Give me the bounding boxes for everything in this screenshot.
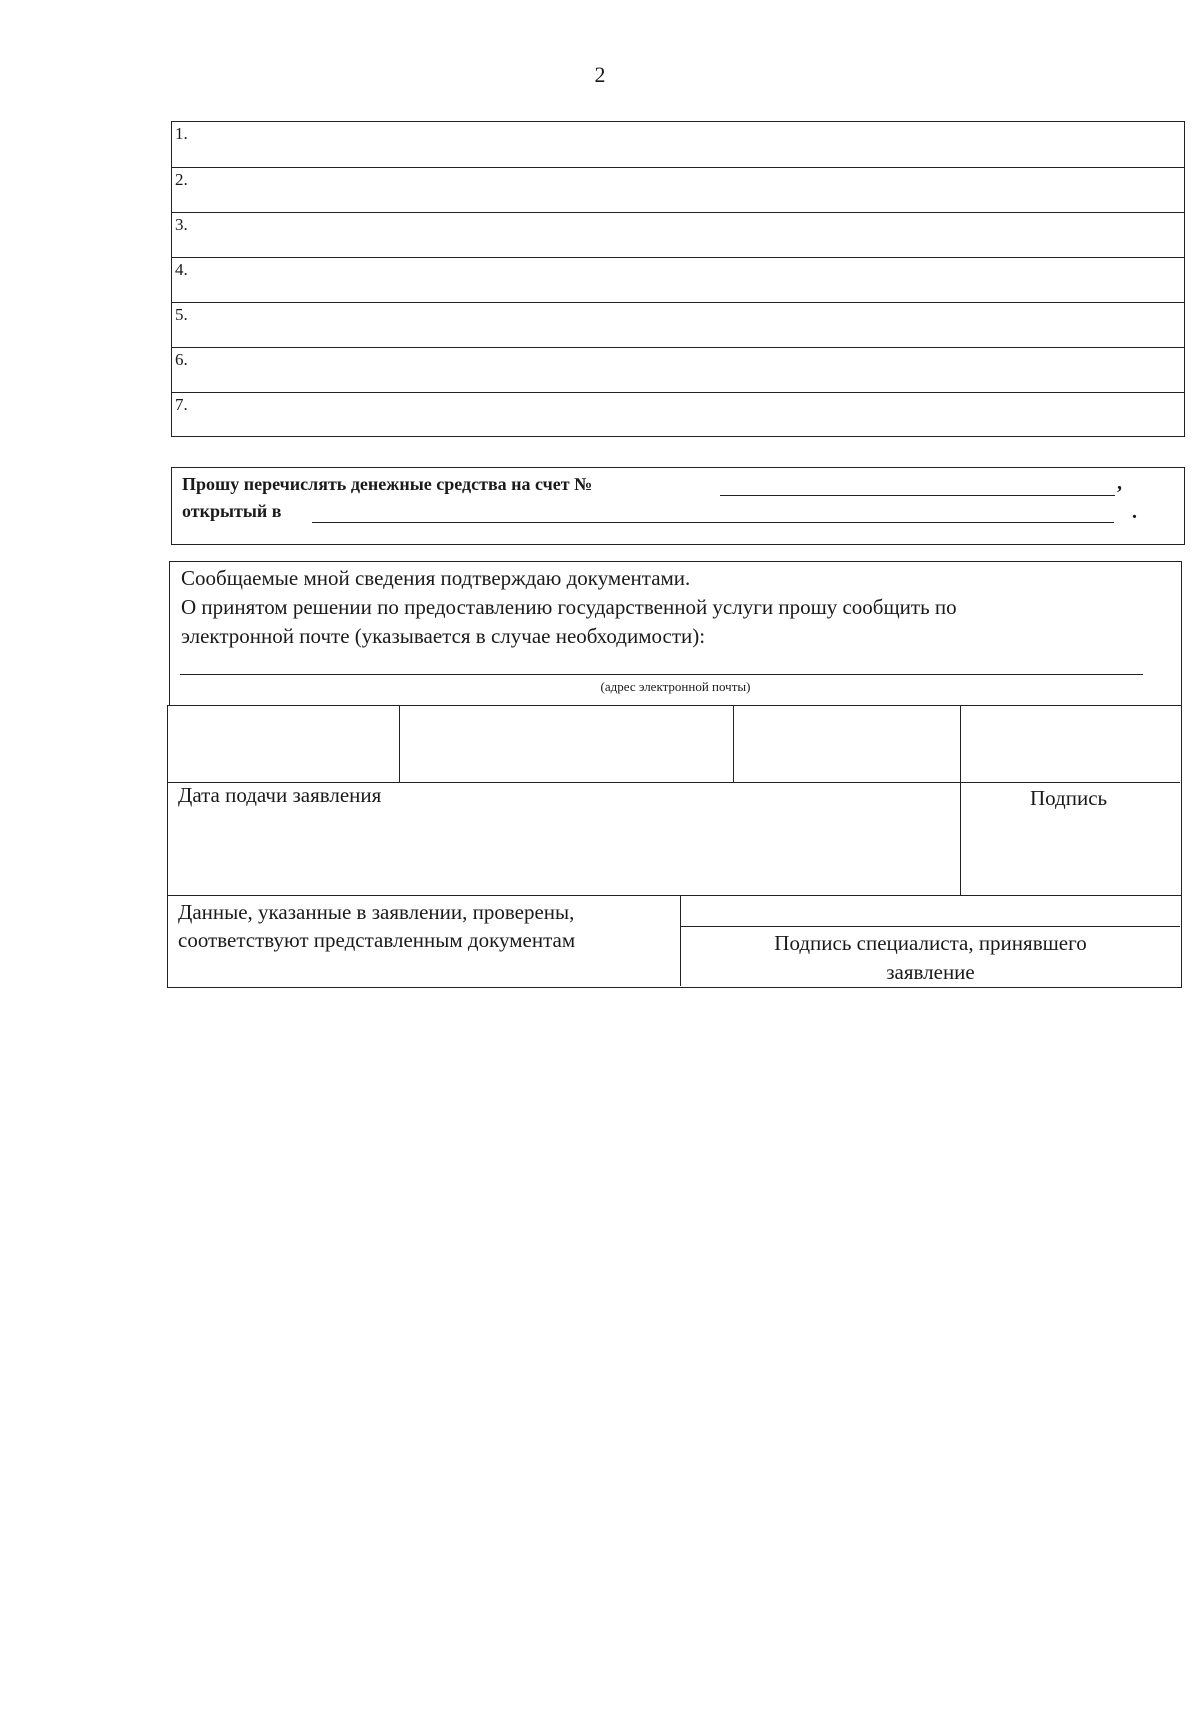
list-row-5[interactable] (172, 302, 1184, 347)
list-number: 5. (175, 305, 188, 324)
list-row-7[interactable] (172, 392, 1184, 436)
numbered-list-table (171, 121, 1185, 437)
grid-divider (680, 926, 1180, 927)
confirmation-box (169, 561, 1182, 705)
specialist-signature-line-2: заявление (886, 960, 975, 984)
grid-divider (960, 706, 961, 895)
list-row-1[interactable] (172, 122, 1184, 167)
date-label: Дата подачи заявления (178, 783, 382, 807)
specialist-signature-label (680, 929, 1181, 987)
confirmation-line-2: О принятом решении по предоставлению государственной услуги прошу сообщить по (181, 595, 957, 619)
verification-line-1: Данные, указанные в заявлении, проверены, (178, 900, 575, 924)
grid-divider (399, 706, 400, 782)
list-number: 3. (175, 215, 188, 234)
list-number: 4. (175, 260, 188, 279)
account-number-field[interactable] (720, 495, 1115, 496)
confirmation-line-1: Сообщаемые мной сведения подтверждаю документами. (181, 566, 691, 590)
email-caption: (адрес электронной почты) (600, 679, 751, 694)
transfer-request-box (171, 467, 1185, 545)
email-field[interactable] (180, 674, 1143, 675)
list-number: 1. (175, 124, 188, 143)
verification-line-2: соответствуют представленным документам (178, 928, 576, 952)
signature-grid (167, 705, 1182, 896)
list-row-3[interactable] (172, 212, 1184, 257)
list-number: 6. (175, 350, 188, 369)
page-number: 2 (594, 62, 606, 87)
specialist-signature-line-1: Подпись специалиста, принявшего (774, 931, 1087, 955)
verification-text (178, 898, 575, 954)
confirmation-text (181, 564, 1171, 651)
list-row-6[interactable] (172, 347, 1184, 392)
comma: , (1117, 472, 1122, 494)
list-number: 2. (175, 170, 188, 189)
list-row-4[interactable] (172, 257, 1184, 302)
list-number: 7. (175, 395, 188, 414)
grid-divider (733, 706, 734, 782)
confirmation-line-3: электронной почте (указывается в случае необходимости): (181, 624, 706, 648)
transfer-request-label: Прошу перечислять денежные средства на счет № (182, 474, 593, 494)
opened-in-label: открытый в (182, 501, 282, 521)
bank-name-field[interactable] (312, 522, 1114, 523)
period: . (1132, 501, 1137, 523)
signature-label: Подпись (1030, 786, 1108, 810)
verification-box (167, 896, 1182, 988)
list-row-2[interactable] (172, 167, 1184, 212)
